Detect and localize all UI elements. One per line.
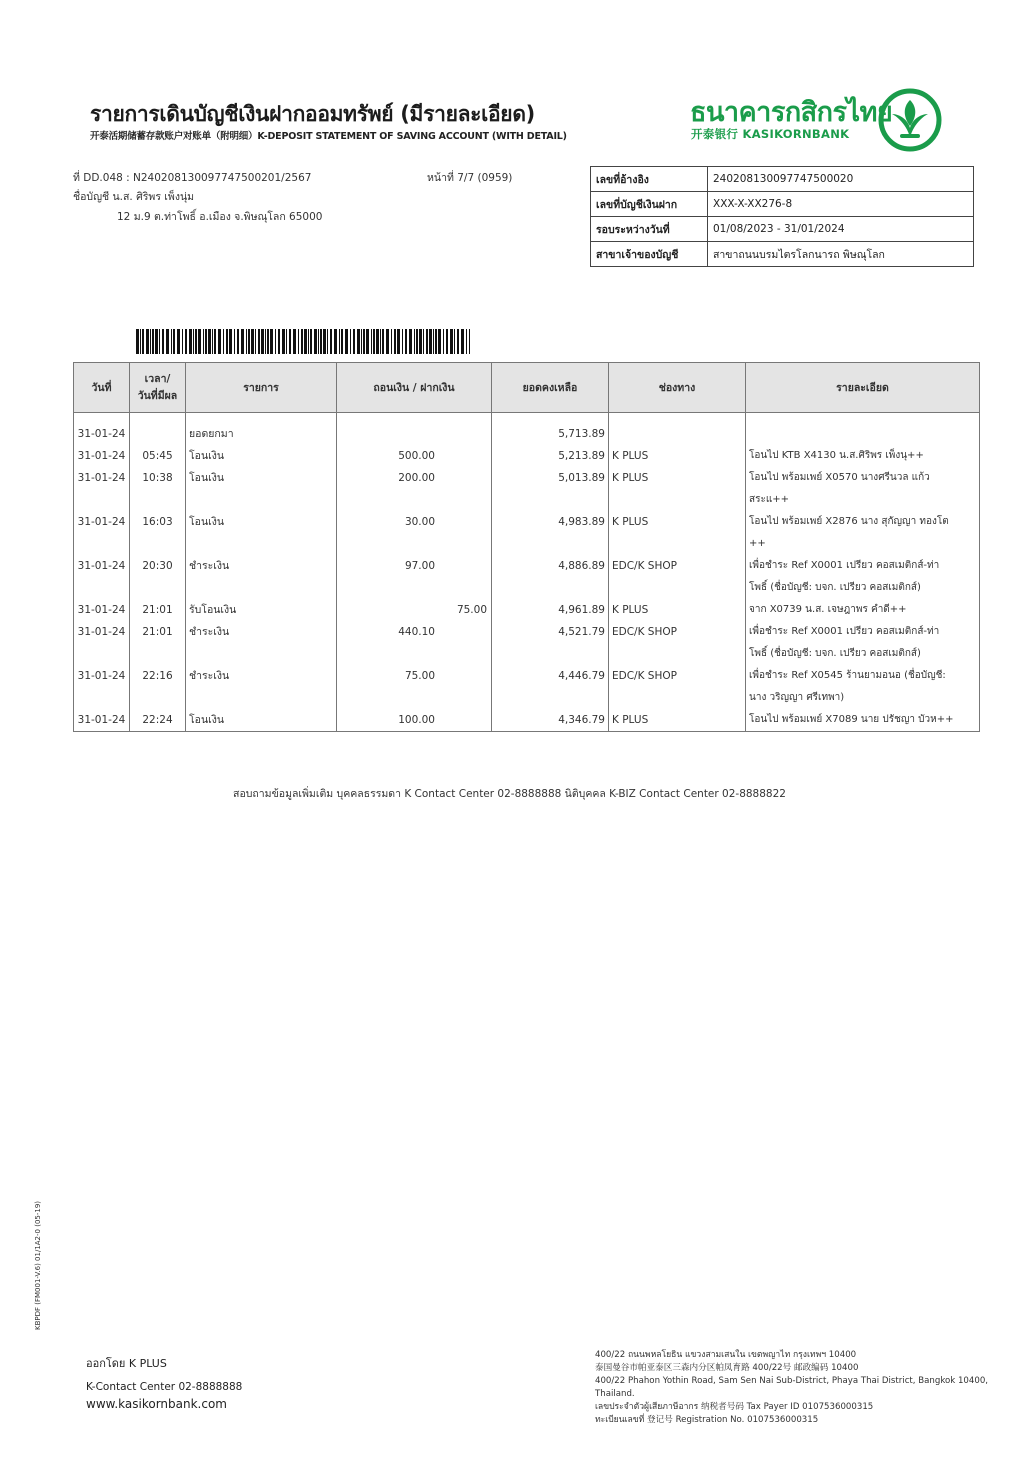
cell-detail: จาก X0739 น.ส. เจษฎาพร คำดี++ [746,599,980,621]
cell-balance: 5,213.89 [492,445,609,467]
info-value: สาขาถนนบรมไตรโลกนารถ พิษณุโลก [708,242,974,267]
info-row-account-number [591,192,974,217]
cell-balance: 5,713.89 [492,423,609,445]
barcode-bar [208,329,211,354]
info-label: สาขาเจ้าของบัญชี [591,242,708,267]
cell-channel: K PLUS [609,445,746,467]
cell-balance: 4,961.89 [492,599,609,621]
barcode-bar [152,329,154,354]
table-row [74,511,980,555]
barcode-bar [270,329,273,354]
cell-balance: 4,346.79 [492,709,609,732]
cell-balance: 5,013.89 [492,467,609,511]
cell-item: ชำระเงิน [186,665,337,709]
header-detail: รายละเอียด [746,363,980,413]
barcode-bar [371,329,372,354]
cell-date: 31-01-24 [74,555,130,599]
cell-time: 21:01 [130,621,186,665]
barcode-bar [275,329,276,354]
table-row [74,709,980,732]
barcode-bar [469,329,470,354]
barcode-bar [341,329,343,354]
cell-amount [337,423,492,445]
cell-item: โอนเงิน [186,709,337,732]
cell-detail: เพื่อชำระ Ref X0001 เปรียว คอสเมติกส์-ท่า โพธิ์ (ชื่อบัญชี: บจก. เปรียว คอสเมติกส์) [746,621,980,665]
cell-detail: โอนไป พร้อมเพย์ X0570 นางศรีนวล แก้ว สระแ++ [746,467,980,511]
cell-detail: โอนไป พร้อมเพย์ X2876 นาง สุกัญญา ทองโต ++ [746,511,980,555]
barcode-bar [466,329,467,354]
barcode-bar [330,329,332,354]
cell-detail: เพื่อชำระ Ref X0545 ร้านยามอนอ (ชื่อบัญชี: นาง วริญญา ศรีเทพา) [746,665,980,709]
info-value: XXX-X-XX276-8 [708,192,974,217]
cell-date: 31-01-24 [74,709,130,732]
spacer-cell [74,413,130,424]
cell-amount [337,665,492,709]
barcode-bar [166,329,169,354]
kasikorn-leaf-logo-icon [878,88,942,152]
barcode-bar [446,329,448,354]
cell-balance: 4,521.79 [492,621,609,665]
barcode-bar [278,329,280,354]
barcode-bar [391,329,392,354]
cell-item: รับโอนเงิน [186,599,337,621]
address-line: 泰国曼谷市帕亚泰区三森内分区帕凤育路 400/22号 邮政编码 10400 [595,1363,859,1373]
cell-item: โอนเงิน [186,467,337,511]
barcode-bar [419,329,422,354]
withdraw-amount: 440.10 [398,626,435,638]
cell-amount [337,511,492,555]
cell-channel: K PLUS [609,599,746,621]
cell-time: 22:24 [130,709,186,732]
barcode-bar [234,329,235,354]
header-time: เวลา/ วันที่มีผล [130,363,186,413]
cell-item: ชำระเงิน [186,555,337,599]
barcode-bar [212,329,213,354]
barcode-bar [314,329,317,354]
cell-date: 31-01-24 [74,599,130,621]
cell-time: 21:01 [130,599,186,621]
barcode-bar [357,329,360,354]
info-value: 01/08/2023 - 31/01/2024 [708,217,974,242]
barcode-bar [142,329,144,354]
barcode-bar [159,329,160,354]
barcode-bar [435,329,437,354]
barcode-bar [320,329,322,354]
barcode-bar [214,329,216,354]
barcode-icon [136,329,470,354]
withdraw-amount: 200.00 [398,472,435,484]
barcode-bar [198,329,201,354]
bank-name-english: 开泰银行 KASIKORNBANK [691,127,850,141]
account-address: 12 ม.9 ต.ท่าโพธิ์ อ.เมือง จ.พิษณุโลก 65000 [117,211,323,223]
barcode-bar [423,329,424,354]
barcode-bar [454,329,455,354]
withdraw-amount: 30.00 [404,516,435,528]
barcode-bar [402,329,403,354]
barcode-bar [380,329,381,354]
table-row [74,599,980,621]
barcode-bar [226,329,228,354]
address-line: 400/22 ถนนพหลโยธิน แขวงสามเสนใน เขตพญาไท กรุงเทพฯ 10400 [595,1350,857,1360]
barcode-bar [237,329,239,354]
cell-item: โอนเงิน [186,445,337,467]
barcode-bar [246,329,247,354]
cell-channel [609,423,746,445]
barcode-bar [457,329,459,354]
cell-balance: 4,983.89 [492,511,609,555]
barcode-bar [248,329,250,354]
issued-by: ออกโดย K PLUS [86,1357,167,1370]
barcode-bar [386,329,389,354]
info-label: เลขที่บัญชีเงินฝาก [591,192,708,217]
statement-subtitle: 开泰活期储蓄存款账户对账单（附明细）K-DEPOSIT STATEMENT OF SAVING ACCOUNT (WITH DETAIL) [90,131,567,142]
cell-item: ยอดยกมา [186,423,337,445]
barcode-bar [261,329,264,354]
header-channel: ช่องทาง [609,363,746,413]
withdraw-amount: 75.00 [404,670,435,682]
barcode-bar [376,329,379,354]
spacer-cell [186,413,337,424]
barcode-bar [461,329,464,354]
barcode-bar [443,329,444,354]
cell-time: 16:03 [130,511,186,555]
barcode-bar [177,329,180,354]
address-line: ทะเบียนเลขที่ 登记号 Registration No. 0107536000315 [595,1415,819,1425]
address-line: เลขประจำตัวผู้เสียภาษีอากร 纳税者号码 Tax Payer ID 0107536000315 [595,1402,874,1412]
info-row-reference [591,167,974,192]
info-row-period [591,217,974,242]
barcode-bar [185,329,187,354]
account-name: ชื่อบัญชี น.ส. ศิริพร เพ็งนุ่ม [73,191,195,203]
bank-name-thai: ธนาคารกสิกรไทย [690,97,893,128]
info-row-branch [591,242,974,267]
table-row [74,423,980,445]
withdraw-amount: 100.00 [398,714,435,726]
cell-channel: K PLUS [609,511,746,555]
cell-date: 31-01-24 [74,423,130,445]
spacer-cell [609,413,746,424]
document-number: ที่ DD.048 : N240208130097747500201/2567 [73,172,312,184]
barcode-bar [426,329,428,354]
barcode-bar [241,329,244,354]
cell-detail [746,423,980,445]
barcode-bar [414,329,415,354]
header-amount: ถอนเงิน / ฝากเงิน [337,363,492,413]
contact-info: สอบถามข้อมูลเพิ่มเติม บุคคลธรรมดา K Contact Center 02-8888888 นิติบุคคล K-BIZ Contact Center 02-8888822 [233,788,786,800]
barcode-bar [173,329,175,354]
barcode-bar [429,329,432,354]
cell-amount [337,467,492,511]
barcode-bar [298,329,299,354]
barcode-bar [267,329,269,354]
barcode-bar [193,329,194,354]
spacer-cell [492,413,609,424]
header-item: รายการ [186,363,337,413]
header-date: วันที่ [74,363,130,413]
barcode-bar [409,329,412,354]
cell-time [130,423,186,445]
barcode-bar [146,329,149,354]
info-label: รอบระหว่างวันที่ [591,217,708,242]
header-balance: ยอดคงเหลือ [492,363,609,413]
cell-channel: EDC/K SHOP [609,621,746,665]
barcode-bar [293,329,296,354]
barcode-bar [182,329,183,354]
cell-balance: 4,446.79 [492,665,609,709]
form-code: KBPDF (FM001-V.6) 01/1A2-0 (05-19) [34,1200,42,1330]
cell-time: 10:38 [130,467,186,511]
cell-channel: K PLUS [609,467,746,511]
transactions-table [73,362,980,732]
table-row [74,621,980,665]
barcode-bar [195,329,197,354]
cell-item: ชำระเงิน [186,621,337,665]
cell-time: 05:45 [130,445,186,467]
table-row [74,665,980,709]
barcode-bar [251,329,254,354]
spacer-cell [130,413,186,424]
spacer-cell [337,413,492,424]
barcode-bar [289,329,291,354]
barcode-bar [363,329,365,354]
page-number: หน้าที่ 7/7 (0959) [427,172,513,184]
barcode-bar [350,329,351,354]
barcode-bar [361,329,362,354]
cell-date: 31-01-24 [74,511,130,555]
barcode-bar [265,329,266,354]
barcode-bar [382,329,384,354]
barcode-bar [345,329,348,354]
barcode-bar [450,329,453,354]
cell-channel: EDC/K SHOP [609,665,746,709]
footer-address [595,1349,1019,1427]
barcode-bar [433,329,434,354]
table-spacer-row [74,413,980,424]
cell-detail: โอนไป พร้อมเพย์ X7089 นาย ปรัชญา บัวห++ [746,709,980,732]
cell-balance: 4,886.89 [492,555,609,599]
barcode-bar [373,329,375,354]
barcode-bar [286,329,287,354]
cell-amount [337,445,492,467]
barcode-bar [223,329,224,354]
barcode-bar [353,329,355,354]
cell-date: 31-01-24 [74,665,130,709]
cell-channel: K PLUS [609,709,746,732]
cell-date: 31-01-24 [74,621,130,665]
barcode-bar [318,329,319,354]
barcode-bar [323,329,326,354]
barcode-bar [310,329,312,354]
cell-time: 22:16 [130,665,186,709]
barcode-bar [282,329,285,354]
barcode-bar [301,329,303,354]
cell-amount [337,599,492,621]
barcode-bar [438,329,441,354]
barcode-bar [189,329,192,354]
barcode-bar [171,329,172,354]
barcode-bar [140,329,141,354]
barcode-bar [327,329,328,354]
cell-detail: โอนไป KTB X4130 น.ส.ศิริพร เพ็งนุ++ [746,445,980,467]
barcode-bar [255,329,256,354]
barcode-bar [229,329,232,354]
footer-website: www.kasikornbank.com [86,1397,227,1411]
barcode-bar [258,329,260,354]
cell-amount [337,621,492,665]
deposit-amount: 75.00 [456,604,487,616]
barcode-bar [155,329,158,354]
cell-time: 20:30 [130,555,186,599]
withdraw-amount: 500.00 [398,450,435,462]
barcode-bar [397,329,400,354]
barcode-bar [203,329,204,354]
footer-contact: K-Contact Center 02-8888888 [86,1381,243,1393]
barcode-bar [162,329,164,354]
info-label: เลขที่อ้างอิง [591,167,708,192]
barcode-bar [366,329,369,354]
cell-amount [337,555,492,599]
address-line: 400/22 Phahon Yothin Road, Sam Sen Nai Sub-District, Phaya Thai District, Bangkok 10400, Thailand. [595,1376,989,1399]
table-row [74,467,980,511]
table-row [74,445,980,467]
barcode-bar [150,329,151,354]
barcode-bar [304,329,307,354]
barcode-bar [136,329,139,354]
cell-date: 31-01-24 [74,467,130,511]
table-header-row [74,363,980,413]
barcode-bar [308,329,309,354]
barcode-bar [339,329,340,354]
cell-channel: EDC/K SHOP [609,555,746,599]
barcode-bar [405,329,407,354]
statement-title: รายการเดินบัญชีเงินฝากออมทรัพย์ (มีรายละเอียด) [90,102,535,126]
barcode-bar [416,329,418,354]
table-row [74,555,980,599]
spacer-cell [746,413,980,424]
cell-date: 31-01-24 [74,445,130,467]
cell-item: โอนเงิน [186,511,337,555]
barcode-bar [218,329,221,354]
barcode-bar [394,329,396,354]
info-value: 240208130097747500020 [708,167,974,192]
barcode-bar [205,329,207,354]
cell-detail: เพื่อชำระ Ref X0001 เปรียว คอสเมติกส์-ท่า โพธิ์ (ชื่อบัญชี: บจก. เปรียว คอสเมติกส์) [746,555,980,599]
account-info-table [590,166,974,267]
withdraw-amount: 97.00 [404,560,435,572]
cell-amount [337,709,492,732]
barcode-bar [334,329,337,354]
